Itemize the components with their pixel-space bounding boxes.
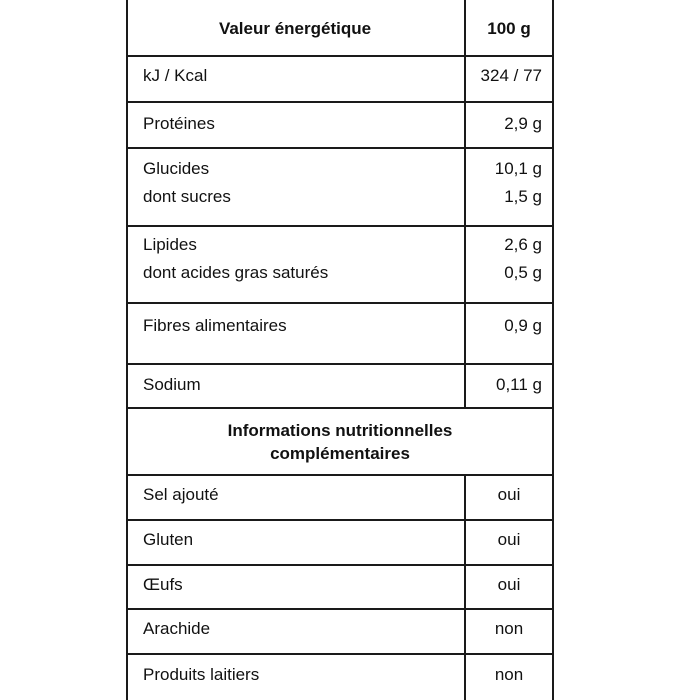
- energy-label: kJ / Kcal: [143, 66, 208, 85]
- saturated-fats-label: dont acides gras saturés: [143, 263, 329, 282]
- fats-value-cell: [466, 227, 552, 302]
- complementary-title-line2: complémentaires: [270, 444, 410, 463]
- table-row-sodium: [126, 365, 554, 409]
- eggs-label-cell: [126, 566, 466, 608]
- gluten-label: Gluten: [143, 530, 194, 549]
- fibers-value-cell: [466, 304, 552, 363]
- eggs-label: Œufs: [143, 575, 183, 594]
- eggs-value-cell: [466, 566, 552, 608]
- peanut-value: non: [494, 619, 524, 638]
- proteins-value: 2,9 g: [504, 114, 542, 133]
- gluten-label-cell: [126, 521, 466, 564]
- carbs-label-cell: [126, 149, 466, 225]
- dairy-value: non: [494, 665, 524, 684]
- sodium-label-cell: [126, 365, 466, 407]
- table-row-salt-added: [126, 476, 554, 521]
- sodium-value: 0,11 g: [495, 375, 542, 394]
- table-row-proteins: [126, 103, 554, 149]
- sodium-value-cell: [466, 365, 552, 407]
- carbs-label: Glucides: [143, 159, 210, 178]
- header-label: Valeur énergétique: [218, 19, 372, 38]
- proteins-value-cell: [466, 103, 552, 147]
- table-header-row: [126, 0, 554, 57]
- energy-value: 324 / 77: [480, 66, 542, 85]
- peanut-label: Arachide: [143, 619, 211, 638]
- proteins-label-cell: [126, 103, 466, 147]
- table-row-peanut: [126, 610, 554, 655]
- energy-label-cell: [126, 57, 466, 101]
- salt-added-label: Sel ajouté: [143, 485, 219, 504]
- salt-added-value-cell: [466, 476, 552, 519]
- sugars-label: dont sucres: [143, 187, 231, 206]
- sodium-label: Sodium: [143, 375, 201, 394]
- dairy-value-cell: [466, 655, 552, 700]
- sugars-value: 1,5 g: [504, 187, 542, 206]
- table-row-eggs: [126, 566, 554, 610]
- fibers-label: Fibres alimentaires: [143, 316, 287, 335]
- energy-value-cell: [466, 57, 552, 101]
- saturated-fats-value: 0,5 g: [504, 263, 542, 282]
- peanut-value-cell: [466, 610, 552, 653]
- complementary-section-header: [126, 409, 554, 476]
- header-value: 100 g: [487, 19, 531, 38]
- salt-added-value: oui: [497, 485, 521, 504]
- header-label-cell: [126, 0, 466, 55]
- proteins-label: Protéines: [143, 114, 215, 133]
- table-row-fats: [126, 227, 554, 304]
- gluten-value: oui: [497, 530, 521, 549]
- carbs-value: 10,1 g: [494, 159, 542, 178]
- fibers-value: 0,9 g: [504, 316, 542, 335]
- fats-value: 2,6 g: [504, 235, 542, 254]
- gluten-value-cell: [466, 521, 552, 564]
- fibers-label-cell: [126, 304, 466, 363]
- table-row-fibers: [126, 304, 554, 365]
- table-row-energy: [126, 57, 554, 103]
- carbs-value-cell: [466, 149, 552, 225]
- salt-added-label-cell: [126, 476, 466, 519]
- complementary-title-line1: Informations nutritionnelles: [227, 421, 453, 440]
- peanut-label-cell: [126, 610, 466, 653]
- dairy-label: Produits laitiers: [143, 665, 260, 684]
- eggs-value: oui: [497, 575, 521, 594]
- table-row-carbs: [126, 149, 554, 227]
- fats-label: Lipides: [143, 235, 197, 254]
- table-row-gluten: [126, 521, 554, 566]
- header-value-cell: [466, 0, 552, 55]
- dairy-label-cell: [126, 655, 466, 700]
- table-row-dairy: [126, 655, 554, 700]
- fats-label-cell: [126, 227, 466, 302]
